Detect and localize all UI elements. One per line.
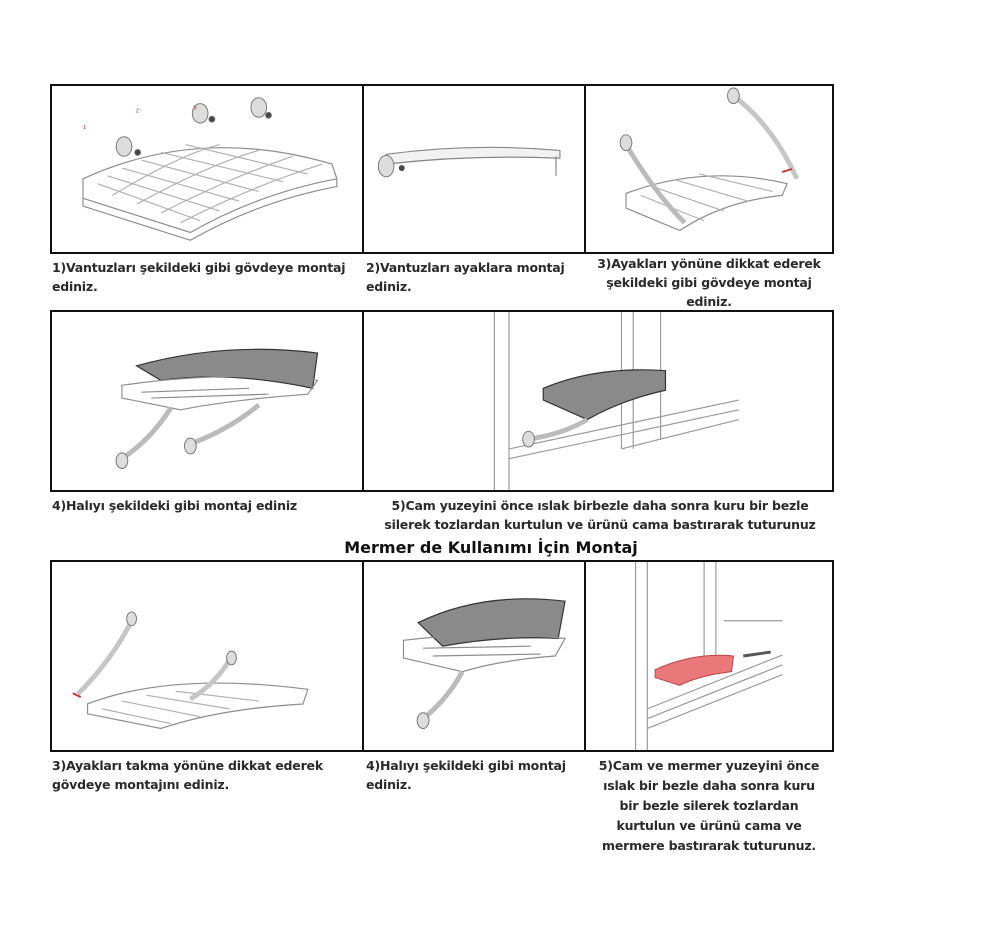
caption-marble-step-3: 3)Ayakları takma yönüne dikkat ederek gövdeye montajını ediniz.	[52, 758, 323, 792]
caption-step-1: 1)Vantuzları şekildeki gibi gövdeye montaj ediniz.	[52, 260, 346, 294]
illustration-marble-carpet	[364, 562, 584, 750]
illustration-leg-suction-cup	[364, 86, 584, 252]
illustration-window-mounted	[364, 312, 832, 490]
illustration-carpet-on-frame	[52, 312, 362, 490]
step-badge-3: 3	[193, 105, 197, 112]
caption-step-2: 2)Vantuzları ayaklara montaj ediniz.	[366, 260, 565, 294]
panel-step-1	[50, 84, 364, 254]
caption-marble-step-5: 5)Cam ve mermer yuzeyini önce ıslak bir bezle daha sonra kuru bir bezle silerek tozlardan kurtulun ve ürünü cama ve mermere bastırarak tuturunuz.	[598, 758, 820, 853]
step-badge-2: 2	[135, 108, 139, 115]
panel-step-5	[362, 310, 834, 492]
panel-marble-step-4	[362, 560, 586, 752]
panel-step-3	[584, 84, 834, 254]
panel-step-4	[50, 310, 364, 492]
caption-step-3: 3)Ayakları yönüne dikkat ederek şekildeki gibi gövdeye montaj ediniz.	[597, 256, 821, 309]
step-badge-1: 1	[82, 124, 87, 131]
illustration-marble-legs	[52, 562, 362, 750]
illustration-marble-window	[586, 562, 832, 750]
caption-step-4: 4)Halıyı şekildeki gibi montaj ediniz	[52, 498, 297, 513]
caption-marble-step-4: 4)Halıyı şekildeki gibi montaj ediniz.	[366, 758, 566, 792]
panel-marble-step-3	[50, 560, 364, 752]
illustration-legs-attached	[586, 86, 832, 252]
panel-step-2	[362, 84, 586, 254]
illustration-bed-frame-suction-cups	[52, 86, 362, 252]
caption-step-5: 5)Cam yuzeyini önce ıslak birbezle daha sonra kuru bir bezle silerek tozlardan kurtulun ve ürünü cama bastırarak tuturunuz	[384, 498, 816, 532]
section-heading: Mermer de Kullanımı İçin Montaj	[344, 538, 638, 557]
panel-marble-step-5	[584, 560, 834, 752]
